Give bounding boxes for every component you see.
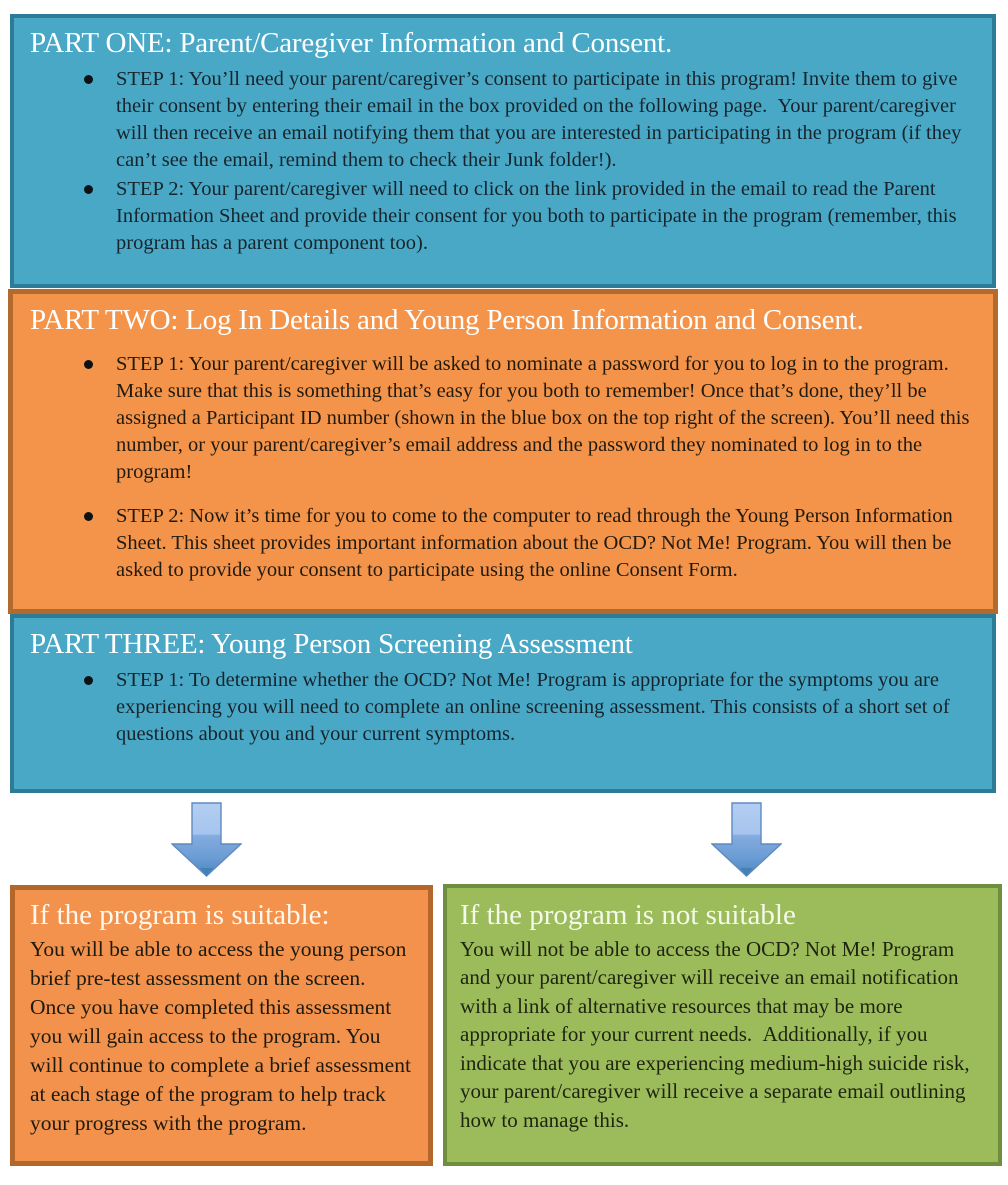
step-item: STEP 2: Your parent/caregiver will need to click on the link provided in the email to read the Parent Information Sheet and provide their consent for you both to participate in the program (remember, this program has a parent component too). <box>82 176 972 257</box>
step-item: STEP 1: To determine whether the OCD? Not Me! Program is appropriate for the symptoms you are experiencing you will need to complete an online screening assessment. This consists of a short set of questions about you and your current symptoms. <box>82 667 972 748</box>
step-item: STEP 1: You’ll need your parent/caregiver’s consent to participate in this program! Invite them to give their consent by entering their email in the box provided on the following page. Your parent/caregiver will then receive an email notifying them that you are interested in participating in the program (if they can’t see the email, remind them to check their Junk folder!). <box>82 66 972 174</box>
step-item: STEP 2: Now it’s time for you to come to the computer to read through the Young Person Information Sheet. This sheet provides important information about the OCD? Not Me! Program. You will then be asked to provide your consent to participate using the online Consent Form. <box>82 503 973 584</box>
part-two-box <box>8 289 998 614</box>
part-two-title: PART TWO: Log In Details and Young Person Information and Consent. <box>30 304 864 336</box>
outcome-suitable-box <box>10 885 433 1166</box>
outcome-suitable-body: You will be able to access the young person brief pre-test assessment on the screen. Once you have completed this assessment you will gain access to the program. You will continue to complete a brief assessment at each stage of the program to help track your progress with the program. <box>30 936 411 1135</box>
outcome-not-suitable-title: If the program is not suitable <box>460 899 796 931</box>
part-one-step-list <box>30 66 972 257</box>
part-one-box <box>10 14 996 288</box>
part-three-box <box>10 614 996 793</box>
down-arrow-icon <box>171 802 242 878</box>
step-item: STEP 1: Your parent/caregiver will be asked to nominate a password for you to log in to the program. Make sure that this is something that’s easy for you both to remember! Once that’s done, they’ll be assigned a Participant ID number (shown in the blue box on the top right of the screen). You’ll need this number, or your parent/caregiver’s email address and the password they nominated to log in to the program! <box>82 351 973 486</box>
part-three-step-list <box>30 667 972 748</box>
outcome-not-suitable-box <box>443 884 1002 1166</box>
part-one-title: PART ONE: Parent/Caregiver Information and Consent. <box>30 27 673 59</box>
part-two-step-list <box>30 351 973 584</box>
down-arrow-icon <box>711 802 782 878</box>
part-three-title: PART THREE: Young Person Screening Assessment <box>30 628 633 660</box>
outcome-suitable-title: If the program is suitable: <box>30 899 330 931</box>
outcome-not-suitable-body: You will not be able to access the OCD? Not Me! Program and your parent/caregiver will receive an email notification with a link of alternative resources that may be more appropriate for your current needs. Additionally, if you indicate that you are experiencing medium-high suicide risk, your parent/caregiver will receive a separate email outlining how to manage this. <box>460 936 970 1132</box>
